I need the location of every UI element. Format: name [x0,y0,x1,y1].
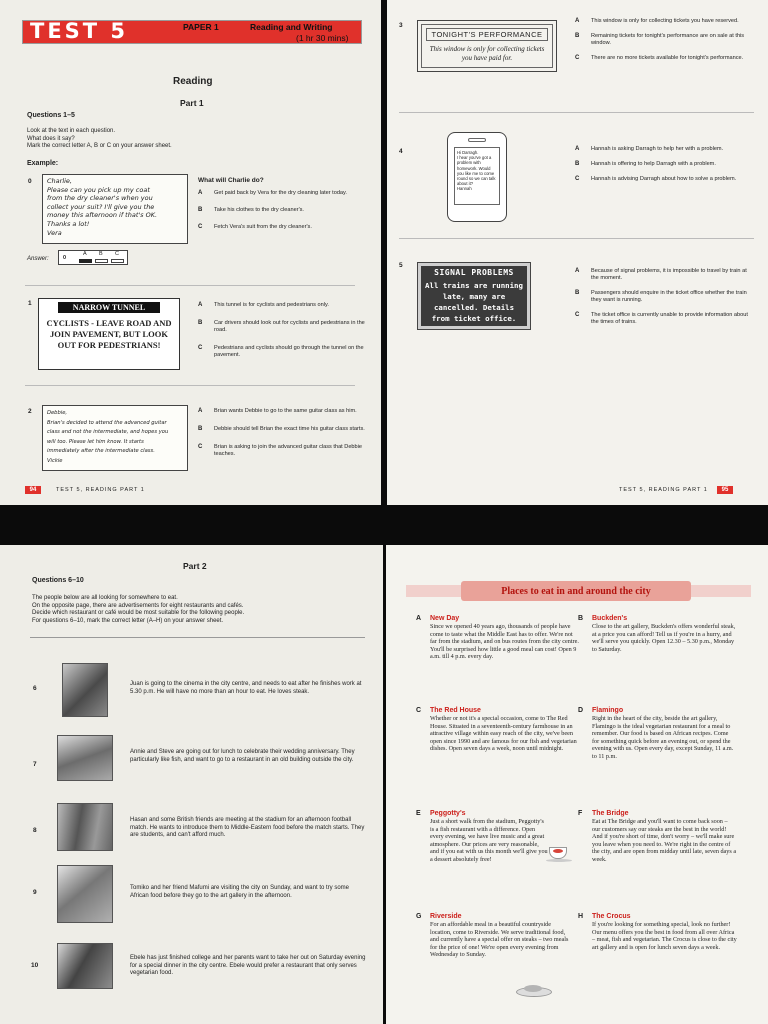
option-text: Passengers should enquire in the ticket office whether the train they want is running. [591,290,747,303]
questions-heading: Questions 6–10 [32,577,84,584]
option-text: Remaining tickets for tonight's performance are on sale at this window. [591,33,745,46]
question-number: 2 [28,408,32,415]
sign-text: This window is only for collecting tickets you have paid for. [429,45,545,62]
place-name: New Day [430,615,460,622]
note-line: Please can you pick up my coat [47,185,150,194]
place-text: Just a short walk from the stadium, Peggotty's is a fish restaurant with a difference. Open every evening, we have live music and a great atmosphere. Our prices are very reasonable, and if you eat with us this month we'll give you a dessert absolutely free! [430,818,548,863]
option-text: Hannah is asking Darragh to help her with a problem. [591,146,724,152]
option-letter: B [198,207,203,213]
option-letter: B [575,33,580,39]
place-card [416,615,580,661]
place-letter: E [416,810,421,817]
option-text: Fetch Vera's suit from the dry cleaner's. [214,224,312,230]
option-letter: C [575,176,580,182]
option-letter: A [198,408,203,414]
person-description: Tomiko and her friend Mafumi are visiting the city on Sunday, and want to try some African food before they go to the art gallery in the afternoon. [130,885,349,899]
place-card [416,810,548,864]
example-options [198,190,368,231]
option-row [575,161,750,168]
answer-letter-a: A [83,251,87,257]
question-number: 4 [399,148,403,155]
sign-title: NARROW TUNNEL [58,302,160,313]
option-text: Brian wants Debbie to go to the same guitar class as him. [214,408,357,414]
option-letter: C [575,312,580,318]
answer-number: 0 [63,255,67,261]
note-line: collect your suit? I'll give you the [47,202,155,211]
q1-options [198,302,368,359]
instruction-line: Look at the text in each question. [27,128,116,134]
footer-text: TEST 5, READING PART 1 [619,487,708,493]
phone-screen [454,147,500,205]
banner-title: Places to eat in and around the city [501,586,651,597]
option-text: Because of signal problems, it is impossible to travel by train at the moment. [591,268,747,281]
sms-line: homework. Would [457,165,491,171]
signal-problems-sign [418,263,530,329]
option-letter: B [575,161,580,167]
option-text: Brian is asking to join the advanced guitar class that Debbie teaches. [214,444,363,457]
part2-people-page [0,545,383,1024]
option-row [575,33,750,47]
option-row [575,146,750,153]
instruction-line: On the opposite page, there are advertisements for eight restaurants and cafés. [32,602,244,609]
answer-box-c [111,259,124,263]
test-title: TEST 5 [30,19,129,43]
option-row [575,18,750,25]
couple-photo [57,735,113,781]
option-row [575,176,750,183]
option-row [575,290,750,304]
person-description: Annie and Steve are going out for lunch to celebrate their wedding anniversary. They particularly like fish, and want to go to a restaurant in an old building outside the city. [130,749,355,763]
answer-grid [58,250,128,265]
place-card [578,913,737,951]
sms-line: Hannah [457,186,472,192]
family-photo [57,943,113,989]
note-line: Vickie [47,457,63,464]
place-card [578,615,737,653]
option-row [198,408,368,415]
question-number: 5 [399,262,403,269]
option-row [198,207,368,214]
dish-image [516,981,552,999]
place-letter: F [578,810,583,817]
option-row [198,345,368,359]
place-card [416,913,570,959]
part-title: Part 2 [183,561,207,571]
option-letter: A [198,190,203,196]
example-number: 0 [28,178,32,185]
phone-speaker [468,138,486,142]
section-title: Reading [173,76,213,87]
instruction-line: For questions 6–10, mark the correct letter (A–H) on your answer sheet. [32,617,224,624]
divider [30,637,365,638]
q4-options [575,146,750,183]
sms-line: Hi Darragh. [457,150,479,155]
sms-line: about it? [457,181,474,187]
question-number: 7 [33,761,37,768]
note-line: Thanks a lot! [47,219,90,228]
option-row [575,55,750,62]
option-letter: B [198,320,203,326]
page-number: 95 [717,486,733,494]
q5-options [575,268,750,326]
note-line: Debbie, [47,410,68,416]
option-letter: C [575,55,580,61]
answer-letter-c: C [115,251,119,257]
answer-box-a-filled [79,259,92,263]
note-line: money this afternoon if that's OK. [47,211,158,220]
divider [399,238,754,239]
option-text: Take his clothes to the dry cleaner's. [214,207,304,213]
question-number: 3 [399,22,403,29]
place-card [416,707,580,753]
option-text: Get paid back by Vera for the dry cleaning later today. [214,190,347,196]
instruction-line: What does it say? [27,135,75,142]
note-line: Charlie, [47,177,72,185]
place-letter: H [578,913,584,920]
question-number: 9 [33,889,37,896]
cup-image [546,845,572,863]
sign-text: CYCLISTS - LEAVE ROAD AND JOIN PAVEMENT, BUT LOOK OUT FOR PEDESTRIANS! [46,318,172,350]
instructions [27,128,227,151]
group-photo [57,803,113,851]
option-text: Debbie should tell Brian the exact time his guitar class starts. [214,426,365,432]
place-text: Since we opened 40 years ago, thousands of people have come to taste what the Middle East has to offer. We're not far from the stadium, and on bus routes from the city centre. You'll be surprised how little a good meal can cost! Open 9 a.m. till 4 p.m. every day. [430,623,579,661]
option-letter: C [198,345,203,351]
answer-letter-b: B [99,251,103,257]
place-card [578,810,737,864]
option-text: This window is only for collecting tickets you have reserved. [591,18,739,24]
option-letter: B [198,426,203,432]
friends-photo [57,865,113,923]
note-line: Vera [47,228,62,237]
option-row [198,224,368,231]
tonights-performance-sign [417,20,557,72]
places-banner [461,581,691,601]
q2-note [42,405,188,471]
option-letter: A [575,18,580,24]
option-text: Pedestrians and cyclists should go through the tunnel on the pavement. [214,345,364,358]
option-text: There are no more tickets available for tonight's performance. [591,55,744,61]
option-text: Car drivers should look out for cyclists and pedestrians in the road. [214,320,365,333]
page-94 [0,0,381,505]
sms-line: problem with [457,160,481,166]
option-row [198,444,368,458]
place-name: Buckden's [592,615,628,622]
paper-label: PAPER 1 [183,22,219,32]
question-number: 8 [33,827,37,834]
instruction-line: Mark the correct letter A, B or C on your answer sheet. [27,143,172,149]
option-row [198,426,368,433]
place-text: Eat at The Bridge and you'll want to come back soon – our customers say our steaks are the best in the world! And if you're short of time, don't worry – we'll make sure you leave when you need to. We're right in the centre of the city, and are open from midday until late, seven days a week. [592,818,737,863]
option-letter: C [198,444,203,450]
answer-box-b [95,259,108,263]
option-letter: A [575,146,580,152]
person-photo [62,663,108,717]
question-number: 10 [31,962,39,969]
place-name: Flamingo [592,707,624,714]
option-row [575,268,750,282]
sign-title: SIGNAL PROBLEMS [434,268,514,277]
place-text: Close to the art gallery, Buckden's offers wonderful steak, at a price you can afford! Tell us if you're in a hurry, and we'll serve you quickly. Open 12.30 – 5.30 p.m., Monday to Saturday. [592,623,736,653]
q3-options [575,18,750,62]
option-letter: A [198,302,203,308]
page-95 [387,0,768,505]
q2-options [198,408,368,458]
example-label: Example: [27,160,59,167]
example-note [42,174,188,244]
place-name: The Bridge [592,810,629,817]
option-text: This tunnel is for cyclists and pedestrians only. [214,302,329,308]
option-row [198,190,368,197]
note-line: class and not the intermediate, and hopes you [47,429,169,435]
paper-time: (1 hr 30 mins) [296,33,349,43]
divider [25,285,355,286]
narrow-tunnel-sign [38,298,180,370]
part-title: Part 1 [180,98,204,108]
place-letter: G [416,913,422,920]
option-text: Hannah is advising Darragh about how to solve a problem. [591,176,737,182]
divider [25,385,355,386]
place-text: Right in the heart of the city, beside the art gallery, Flamingo is the ideal vegetarian restaurant for a meal to remember. Our food is based on African recipes. Come for something quick before an evening out, or spend the evening with us. Open every day, except Sunday, 11 a.m. to 11 p.m. [592,715,734,760]
question-number: 1 [28,300,32,307]
instructions [32,595,362,625]
sign-text: All trains are running late, many are cancelled. Details from ticket office. [425,281,523,323]
instruction-line: Decide which restaurant or café would be most suitable for the following people. [32,610,245,616]
place-name: The Crocus [592,913,631,920]
instruction-line: The people below are all looking for somewhere to eat. [32,595,178,601]
sms-line: you like me to come [457,170,495,176]
place-letter: A [416,615,422,622]
sms-line: I hear you've got a [457,155,492,161]
questions-heading: Questions 1–5 [27,112,75,119]
place-card [578,707,737,761]
sms-line: round so we can talk [457,176,496,182]
option-row [198,320,368,334]
footer-text: TEST 5, READING PART 1 [56,487,145,493]
paper-subject: Reading and Writing [250,22,333,32]
sign-title: TONIGHT'S PERFORMANCE [426,28,548,41]
option-letter: A [575,268,580,274]
place-name: Peggotty's [430,810,466,817]
option-text: Hannah is offering to help Darragh with a problem. [591,161,716,167]
place-text: Whether or not it's a special occasion, come to The Red House. Situated in a seventeenth-century farmhouse in an attractive village within easy reach of the city, we've been open since 1990 and are famous for our fish and vegetarian dishes. Open seven days a week, noon until midnight. [430,715,577,753]
person-description: Juan is going to the cinema in the city centre, and needs to eat after he finishes work at 5.30 p.m. He will have no more than an hour to eat. He loves steak. [130,681,362,695]
person-description: Ebele has just finished college and her parents want to take her out on Saturday evening for a special dinner in the city centre. Ebele would prefer a restaurant that only serves vegetarian food. [130,955,366,976]
option-letter: B [575,290,580,296]
mobile-phone [447,132,507,222]
option-letter: C [198,224,203,230]
divider [399,112,754,113]
place-text: For an affordable meal in a beautiful countryside location, come to Riverside. We serve traditional food, and currently have a special offer on steaks – two meals for the price of one! We're open every evening from Wednesday to Sunday. [430,921,569,959]
place-letter: C [416,707,422,714]
note-line: immediately after the intermediate class. [47,448,155,454]
option-text: The ticket office is currently unable to provide information about the times of trains. [591,312,748,325]
place-name: The Red House [430,707,481,714]
question-number: 6 [33,685,37,692]
place-name: Riverside [430,913,462,920]
place-letter: B [578,615,584,622]
place-text: If you're looking for something special, look no further! Our menu offers you the best in food from all over Africa – meat, fish and vegetarian. The Crocus is close to the city art gallery and is open for lunch seven days a week. [592,921,737,951]
option-row [575,312,750,326]
place-letter: D [578,707,584,714]
note-line: from the dry cleaner's when you [47,194,153,203]
person-description: Hasan and some British friends are meeting at the stadium for an afternoon football match. He wants to introduce them to Middle-Eastern food before the match starts. They are students, and can't afford much. [130,817,365,838]
option-row [198,302,368,309]
note-line: will too. Please let him know. It starts [47,438,144,445]
note-line: Brian's decided to attend the advanced guitar [47,419,167,426]
answer-label: Answer: [27,256,49,262]
example-question: What will Charlie do? [198,177,264,184]
part2-places-page [386,545,768,1024]
page-number: 94 [25,486,41,494]
